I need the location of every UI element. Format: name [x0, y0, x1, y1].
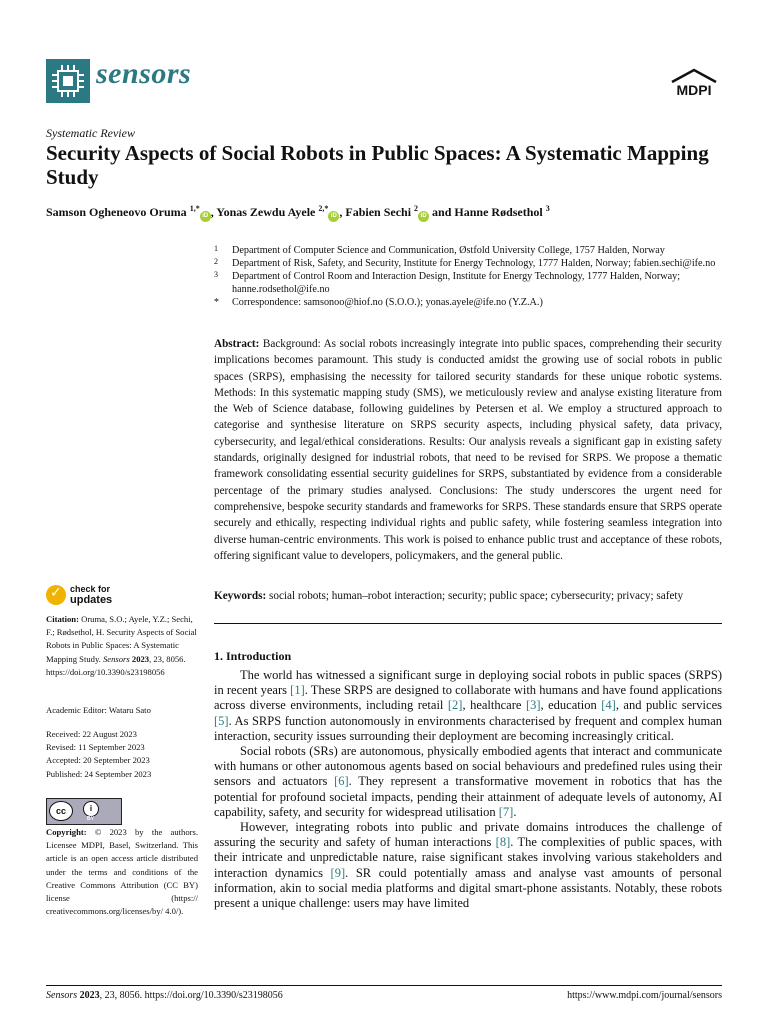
orcid-icon[interactable]: iD: [200, 211, 211, 222]
journal-logo-icon: [46, 59, 90, 103]
affiliation-marker: 2: [214, 257, 218, 266]
intro-paragraph-3: However, integrating robots into public and private domains introduces the challenge of assuring the security and safety of human interactions [8]. The complexities of public spaces, with their intricate and unpredictable nature, raise significant stakes involving various stakeholders and interaction dynamics [9]. SR could potentially amass and analyse vast amounts of personal information, akin to social media platforms and digital smart-phone assistants. Notably, these robots present a unique challenge: users may have limited: [214, 820, 722, 911]
reference-link[interactable]: [3]: [525, 698, 541, 713]
reference-link[interactable]: [4]: [601, 698, 616, 713]
section-heading: 1. Introduction: [214, 649, 292, 663]
citation-text: Oruma, S.O.; Ayele, Y.Z.; Sechi, F.; Rødsethol, H. Security Aspects of Social Robots in Public Spaces: A Systematic Mapping Study.: [46, 614, 197, 664]
copyright-notice: [46, 826, 198, 918]
cc-license-badge[interactable]: [46, 798, 122, 825]
affiliation-item: [214, 270, 724, 296]
date-line: Accepted: 20 September 2023: [46, 755, 150, 766]
reference-link[interactable]: [1]: [290, 683, 305, 698]
footer-divider: [46, 985, 722, 986]
abstract: [214, 336, 722, 564]
date-line: Received: 22 August 2023: [46, 729, 137, 739]
publisher-name: MDPI: [676, 82, 712, 98]
check-circle-icon: ✓: [46, 585, 66, 605]
footer-citation: [46, 990, 283, 1001]
intro-body: [214, 668, 722, 911]
citation-journal: Sensors: [102, 653, 130, 664]
orcid-icon[interactable]: iD: [328, 211, 339, 222]
footer-doi[interactable]: , 23, 8056. https://doi.org/10.3390/s23198056: [99, 990, 283, 1001]
academic-editor: Academic Editor: Wataru Sato: [46, 705, 151, 715]
footer-journal: Sensors: [46, 990, 78, 1001]
copyright-label: Copyright:: [46, 827, 87, 837]
citation-block: [46, 613, 198, 679]
affiliation-item: [214, 296, 724, 309]
affiliation-text: Department of Computer Science and Communication, Østfold University College, 1757 Halden, Norway: [232, 245, 665, 256]
check-for-updates-badge[interactable]: [46, 585, 166, 607]
intro-paragraph-1: The world has witnessed a significant surge in deploying social robots in public spaces (SRPS) in recent years [1]. These SRPS are designed to collaborate with humans and have found applications across diverse environments, including retail [2], healthcare [3], education [4], and public services [5]. As SRPS function autonomously in environments characterised by frequent and complex human interaction, security issues surrounding their deployment are becoming increasingly critical.: [214, 668, 722, 743]
reference-link[interactable]: [9]: [330, 865, 346, 880]
footer-year: 2023: [79, 990, 100, 1001]
intro-paragraph-2: Social robots (SRs) are autonomous, physically embodied agents that interact and communicate with humans or other autonomous agents based on social behaviours and predefined rules using their sensors and actuators [6]. They represent a transformative movement in robotics that has the potential for profound societal impacts, pending their attainment of adequate levels of autonomy, AI capability, safety, and security for widespread utilisation [7].: [214, 744, 722, 819]
author-name: Fabien Sechi: [345, 205, 415, 219]
reference-link[interactable]: [2]: [447, 698, 463, 713]
affiliation-text: Department of Risk, Safety, and Security, Institute for Energy Technology, 1777 Halden, Norway; fabien.sechi@ife.no: [232, 258, 716, 269]
copyright-text: © 2023 by the authors. Licensee MDPI, Basel, Switzerland. This article is an open access article distributed under the terms and conditions of the Creative Commons Attribution (CC BY) license (https:// creativecommons.org/licenses/by/ 4.0/).: [46, 827, 198, 917]
author-name: Yonas Zewdu Ayele: [216, 205, 319, 219]
affiliation-item: [214, 257, 724, 270]
author-list: Samson Ogheneovo Oruma $^{1,*}$iD , Yonas Zewdu Ayele $^{2,*}$iD , Fabien Sechi $^2$iD and Hanne Rødsethol $^3$: [46, 204, 736, 222]
affiliation-marker: 1: [214, 244, 218, 253]
article-title: Security Aspects of Social Robots in Public Spaces: A Systematic Mapping Study: [46, 141, 709, 189]
attribution-icon: i: [83, 801, 99, 817]
publisher-logo[interactable]: [668, 68, 720, 100]
footer-url[interactable]: https://www.mdpi.com/journal/sensors: [567, 990, 722, 1001]
abstract-text: Background: As social robots increasingly integrate into public spaces, comprehending their security implications becomes paramount. This study is conducted amidst the growing use of social robots in public spaces (SRPS), emphasising the necessity for tailored security standards for these unique robotic systems. Methods: In this systematic mapping study (SMS), we meticulously review and analyse existing literature from the Web of Science database, following guidelines by Petersen et al. We employ a structured approach to categorise and synthesise literature on SRPS security aspects, including physical safety, data privacy, cybersecurity, and legal/ethical considerations. Results: Our analysis reveals a significant gap in existing safety standards, originally designed for industrial robots, that need to be revised for SRPS. We propose a thematic framework consolidating essential security guidelines for SRPS, substantiated by evidence from a considerable percentage of the primary studies analysed. Conclusions: The study underscores the urgent need for comprehensive, bespoke security standards and frameworks for SRPS. These standards ensure that SRPS operate securely and ethically, respecting individual rights and public safety, while fostering seamless integration into diverse human-centric environments. This work is poised to enhance public trust and acceptance of these robots, offering significant value to developers, policymakers, and the general public.: [214, 338, 722, 562]
check-updates-line2: updates: [70, 594, 113, 606]
abstract-label: Abstract:: [214, 338, 260, 350]
section-divider: [214, 623, 722, 624]
citation-rest[interactable]: , 23, 8056. https://doi.org/10.3390/s23198056: [46, 653, 186, 677]
date-line: Revised: 11 September 2023: [46, 742, 145, 753]
affiliation-marker: *: [214, 297, 219, 308]
author-name: Samson Ogheneovo Oruma: [46, 205, 190, 219]
check-updates-line1: check for: [70, 584, 111, 594]
cc-icon: cc: [49, 801, 73, 821]
publication-dates: [46, 728, 198, 781]
affiliations: [214, 244, 724, 309]
citation-year: 2023: [131, 653, 150, 664]
author-affiliation-marker: 2: [414, 204, 419, 213]
affiliation-text: Department of Control Room and Interaction Design, Institute for Energy Technology, 1777 Halden, Norway; hanne.rodsethol@ife.no: [232, 271, 681, 295]
article-type: Systematic Review: [46, 126, 135, 140]
reference-link[interactable]: [5]: [214, 713, 229, 728]
cc-by-label: BY: [87, 816, 94, 822]
citation-label: Citation:: [46, 614, 79, 624]
reference-link[interactable]: [8]: [495, 835, 511, 850]
reference-link[interactable]: [7]: [498, 804, 514, 819]
orcid-icon[interactable]: iD: [418, 211, 429, 222]
affiliation-text: Correspondence: samsonoo@hiof.no (S.O.O.); yonas.ayele@ife.no (Y.Z.A.): [232, 297, 543, 308]
affiliation-item: [214, 244, 724, 257]
affiliation-marker: 3: [214, 270, 218, 279]
date-line: Published: 24 September 2023: [46, 768, 152, 779]
author-affiliation-marker: 3: [545, 204, 550, 213]
author-affiliation-marker: 2,*: [318, 204, 329, 213]
keywords: [214, 589, 722, 604]
keywords-text: social robots; human–robot interaction; security; public space; cybersecurity; privacy; safety: [269, 590, 684, 602]
reference-link[interactable]: [6]: [334, 774, 349, 789]
author-affiliation-marker: 1,*: [189, 204, 200, 213]
keywords-label: Keywords:: [214, 590, 267, 602]
author-name: Hanne Rødsethol: [454, 205, 546, 219]
journal-name[interactable]: sensors: [96, 57, 192, 90]
